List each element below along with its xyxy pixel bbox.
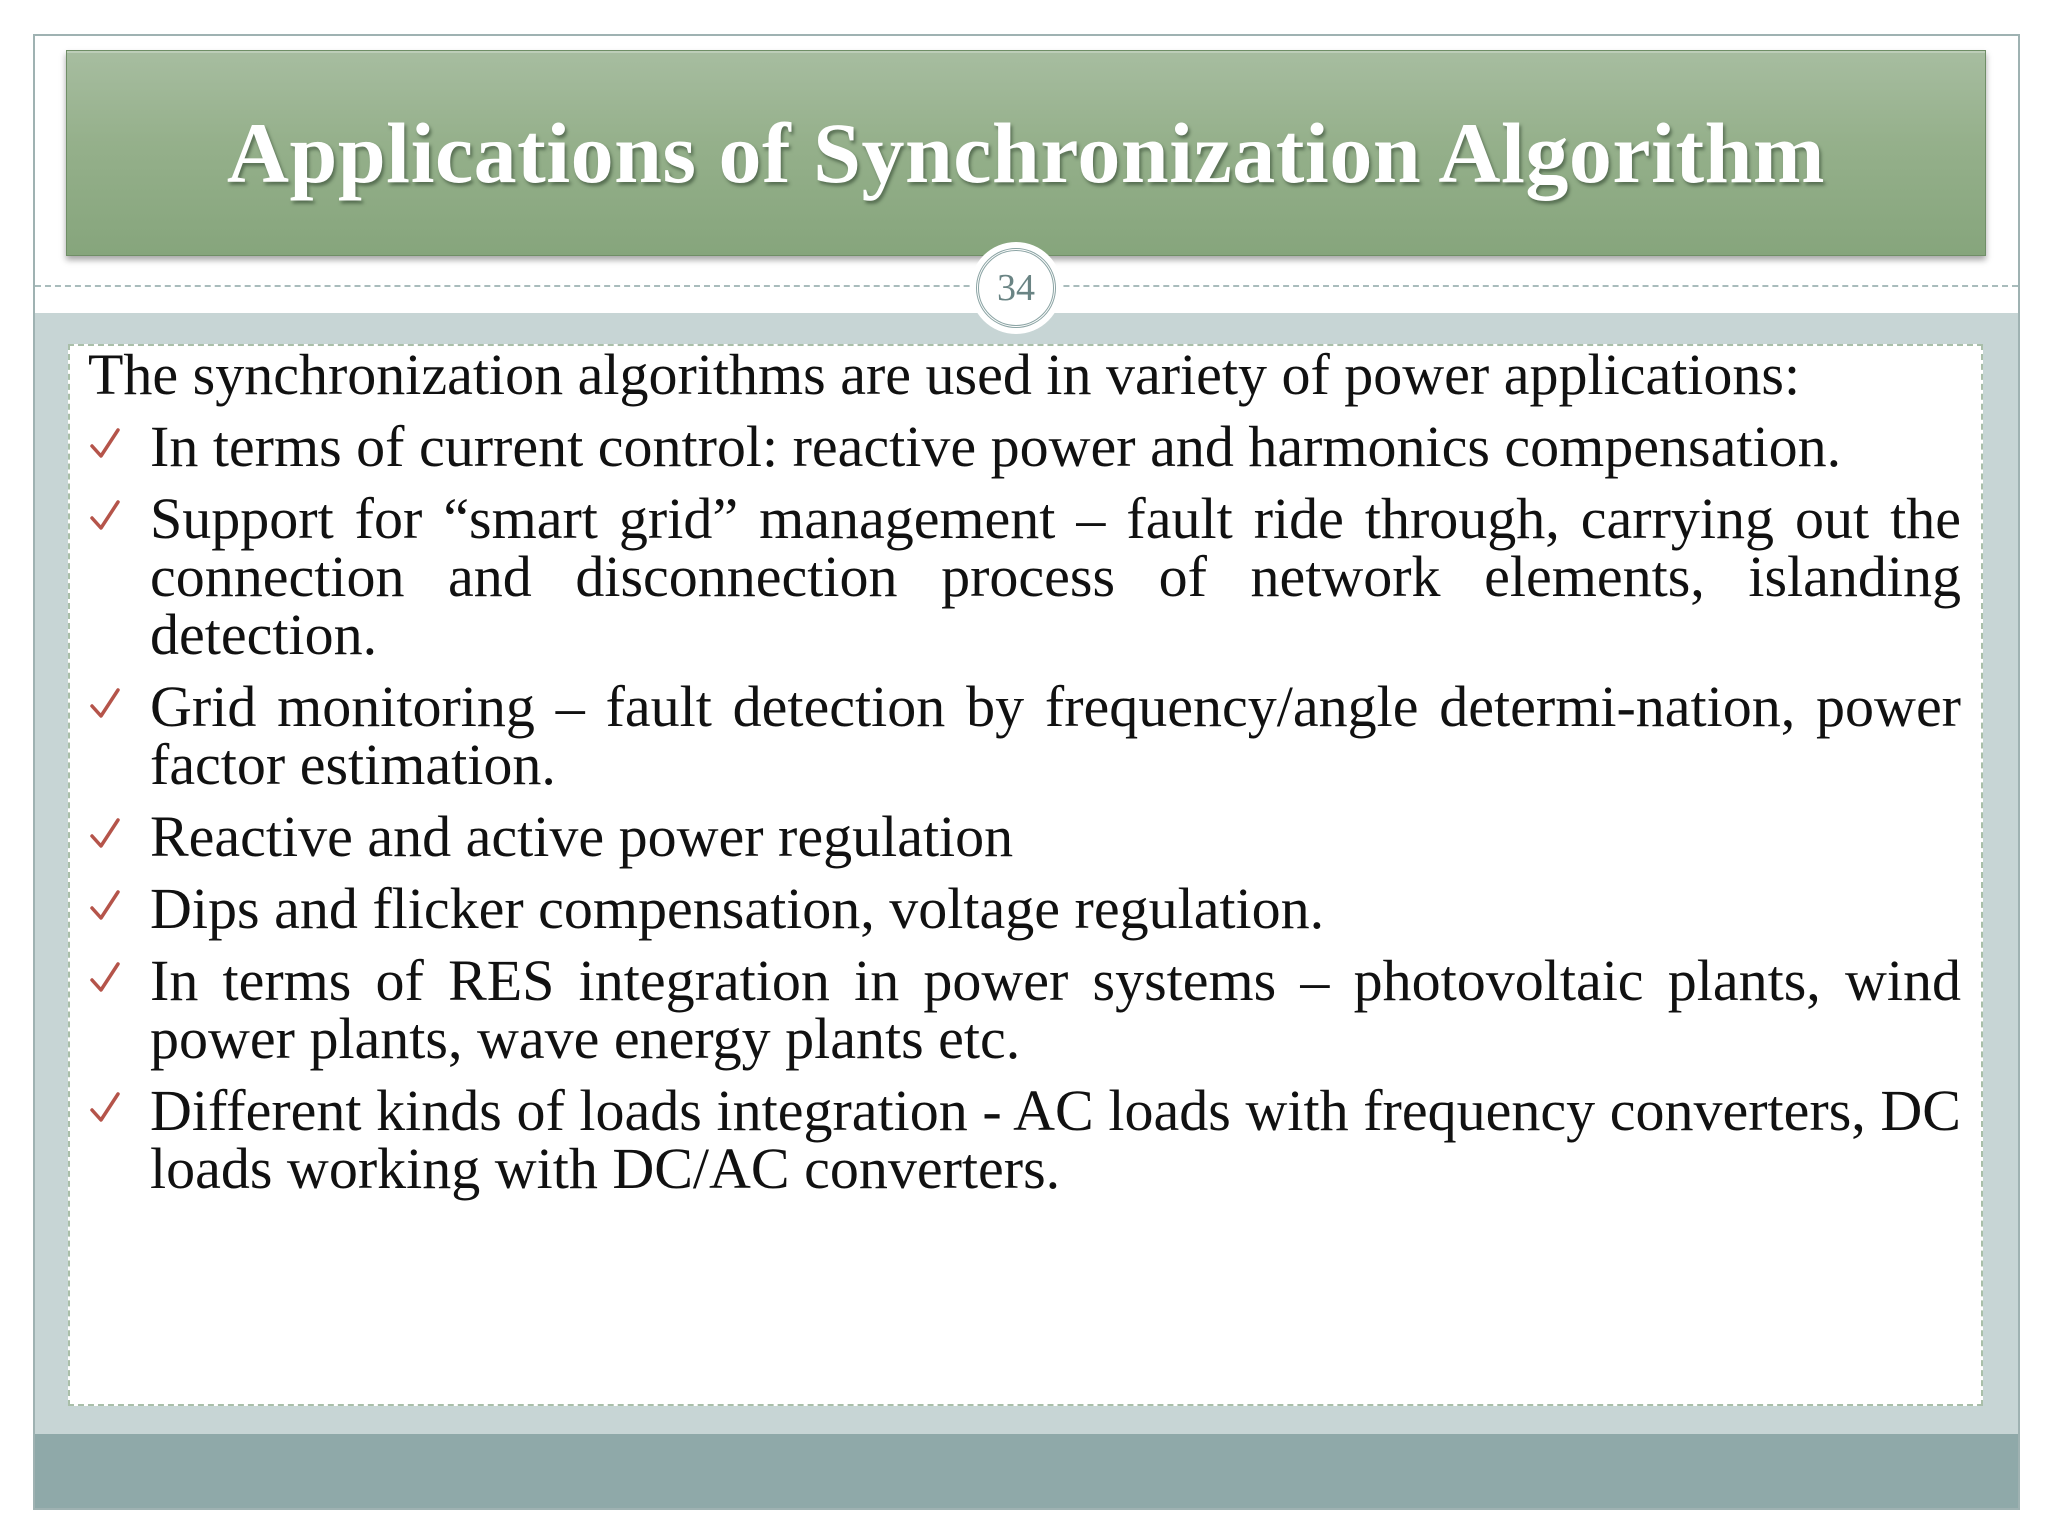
bullet-text: Grid monitoring – fault detection by frequency/angle determi-nation, power factor estimation. (150, 674, 1961, 797)
page-number-badge (976, 248, 1056, 328)
check-icon (88, 1088, 122, 1128)
bullet-text: In terms of RES integration in power systems – photovoltaic plants, wind power plants, wave energy plants etc. (150, 948, 1961, 1071)
page-number: 34 (997, 267, 1035, 309)
bullet-text: Support for “smart grid” management – fault ride through, carrying out the connection and disconnection process of network elements, islanding detection. (150, 486, 1961, 667)
bullet-text: Different kinds of loads integration - AC loads with frequency converters, DC loads working with DC/AC converters. (150, 1078, 1961, 1201)
bullet-list (88, 414, 1961, 1201)
check-icon (88, 886, 122, 926)
check-icon (88, 496, 122, 536)
footer-band (35, 1434, 2018, 1508)
slide-title: Applications of Synchronization Algorithm (226, 105, 1826, 201)
bullet-item (88, 1078, 1961, 1201)
bullet-item (88, 486, 1961, 667)
bullet-text: In terms of current control: reactive power and harmonics compensation. (150, 414, 1842, 479)
check-icon (88, 958, 122, 998)
bullet-text: Reactive and active power regulation (150, 804, 1014, 869)
bullet-item (88, 804, 1961, 869)
content-box (68, 344, 1983, 1406)
bullet-text: Dips and flicker compensation, voltage regulation. (150, 876, 1325, 941)
intro-text: The synchronization algorithms are used in variety of power applications: (88, 342, 1801, 407)
bullet-item (88, 876, 1961, 941)
bullet-item (88, 414, 1961, 479)
check-icon (88, 814, 122, 854)
title-banner (66, 50, 1986, 256)
check-icon (88, 684, 122, 724)
bullet-item (88, 674, 1961, 797)
bullet-item (88, 948, 1961, 1071)
check-icon (88, 424, 122, 464)
